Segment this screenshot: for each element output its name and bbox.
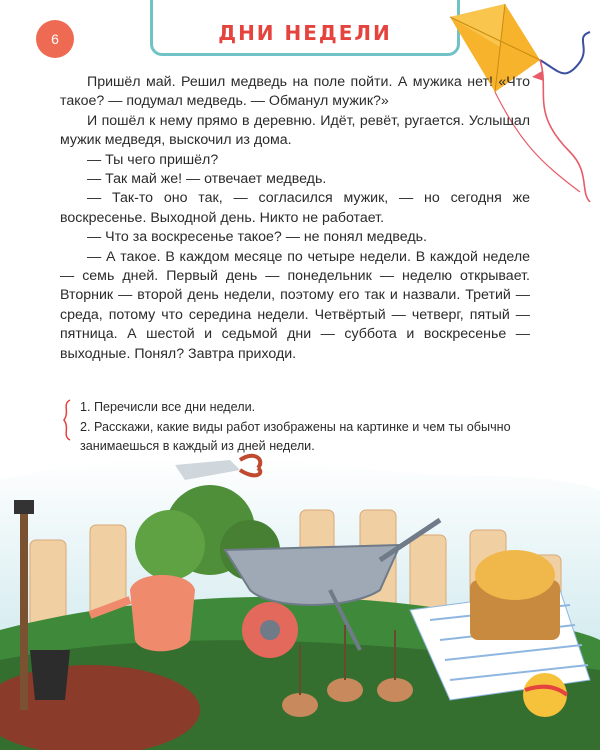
story-text: [60, 73, 530, 364]
story-paragraph: Пришёл май. Решил медведь на поле пойти. А мужика нет! «Что такое? — подумал медведь. — Обманул мужик?»: [60, 74, 530, 110]
title-frame: [150, 0, 460, 56]
story-paragraph: — Так-то оно так, — согласился мужик, — но сегодня же воскресенье. Выходной день. Никто не работает.: [60, 190, 530, 226]
story-paragraph: — А такое. В каждом месяце по четыре недели. В каждой неделе — семь дней. Первый день — понедельник — неделю открывает. Вторник — второй день недели, поэтому его так и назвали. Третий — среда, потому что середина недели. Четвёртый — четверг, пятый — пятница. А шестой и седьмой дни — суббота и воскресенье — выходные. Понял? Завтра приходи.: [60, 248, 530, 362]
page-title: ДНИ НЕДЕЛИ: [218, 21, 392, 45]
question-item: 1. Перечисли все дни недели.: [80, 400, 256, 414]
page-number: 6: [51, 31, 59, 47]
story-paragraph: — Так май же! — отвечает медведь.: [87, 171, 327, 188]
garden-illustration: [0, 440, 600, 750]
question-item: 2. Расскажи, какие виды работ изображены на картинке и чем ты обычно занимаешься в каждый из дней недели.: [80, 419, 511, 453]
brace-ornament: [60, 398, 74, 442]
story-paragraph: — Ты чего пришёл?: [87, 151, 219, 168]
story-paragraph: И пошёл к нему прямо в деревню. Идёт, ревёт, ругается. Услышал мужик медведя, выскочил из дома.: [60, 112, 530, 149]
story-paragraph: — Что за воскресенье такое? — не понял медведь.: [87, 229, 427, 246]
page-number-badge: [36, 20, 74, 58]
